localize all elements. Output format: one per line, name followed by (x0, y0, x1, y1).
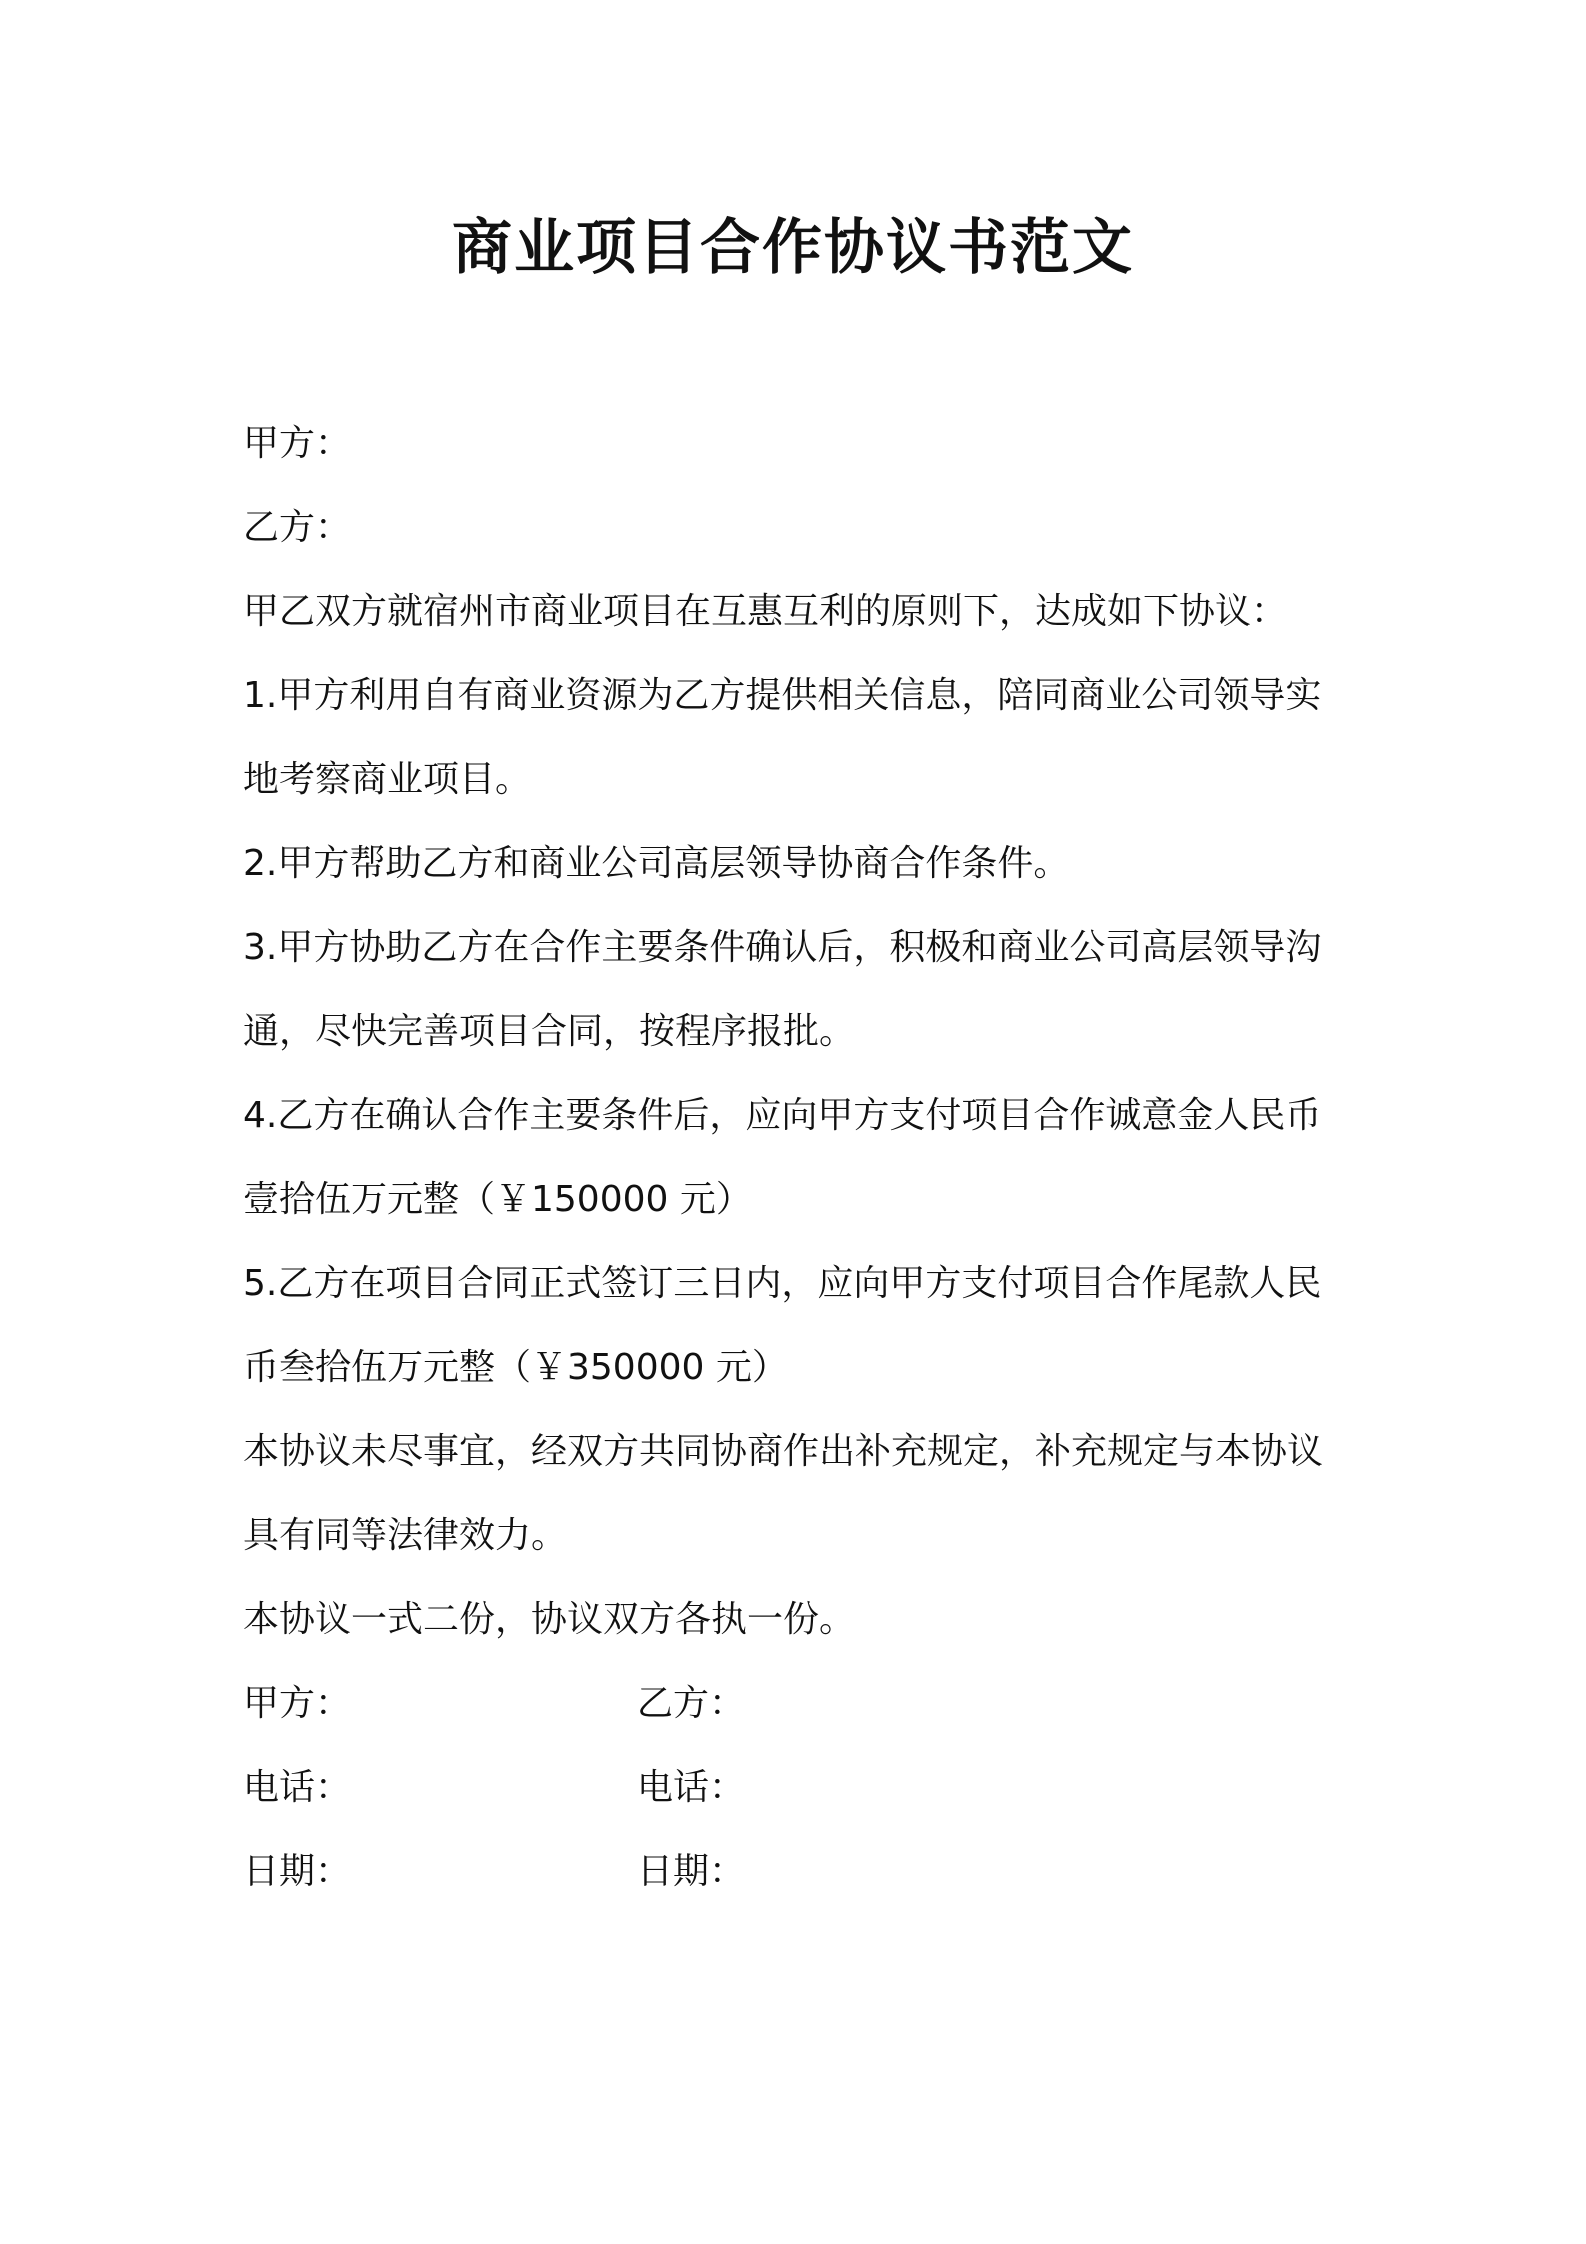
clause-4-line-2: 壹拾伍万元整（￥150000 元） (243, 1179, 752, 1220)
clause-1-line-2: 地考察商业项目。 (243, 759, 532, 800)
clause-1-line-1: 1.甲方利用自有商业资源为乙方提供相关信息，陪同商业公司领导实 (243, 675, 1322, 716)
clause-3-line-1: 3.甲方协助乙方在合作主要条件确认后，积极和商业公司高层领导沟 (243, 927, 1322, 968)
signature-party-b-phone-label: 电话： (637, 1767, 746, 1808)
clause-5-line-2: 币叁拾伍万元整（￥350000 元） (243, 1347, 788, 1388)
signature-row-phone (243, 1746, 1363, 1830)
clause-3-line-2: 通，尽快完善项目合同，按程序报批。 (243, 1011, 856, 1052)
signature-party-a-date-label: 日期： (243, 1851, 352, 1892)
party-b-label: 乙方： (243, 507, 352, 548)
signature-party-a-phone-label: 电话： (243, 1767, 352, 1808)
document-body (243, 402, 1363, 1914)
signature-row-date (243, 1830, 1363, 1914)
supplement-line-1: 本协议未尽事宜，经双方共同协商作出补充规定，补充规定与本协议 (243, 1431, 1324, 1472)
document-title: 商业项目合作协议书范文 (452, 213, 1134, 283)
clause-2: 2.甲方帮助乙方和商业公司高层领导协商合作条件。 (243, 843, 1070, 884)
copies-note: 本协议一式二份，协议双方各执一份。 (243, 1599, 856, 1640)
signature-party-a-label: 甲方： (243, 1683, 352, 1724)
signature-row-party (243, 1662, 1363, 1746)
signature-party-b-date-label: 日期： (637, 1851, 746, 1892)
signature-party-b-label: 乙方： (637, 1683, 746, 1724)
agreement-intro: 甲乙双方就宿州市商业项目在互惠互利的原则下，达成如下协议： (243, 591, 1288, 632)
clause-4-line-1: 4.乙方在确认合作主要条件后，应向甲方支付项目合作诚意金人民币 (243, 1095, 1322, 1136)
clause-5-line-1: 5.乙方在项目合同正式签订三日内，应向甲方支付项目合作尾款人民 (243, 1263, 1322, 1304)
party-a-label: 甲方： (243, 423, 352, 464)
supplement-line-2: 具有同等法律效力。 (243, 1515, 568, 1556)
